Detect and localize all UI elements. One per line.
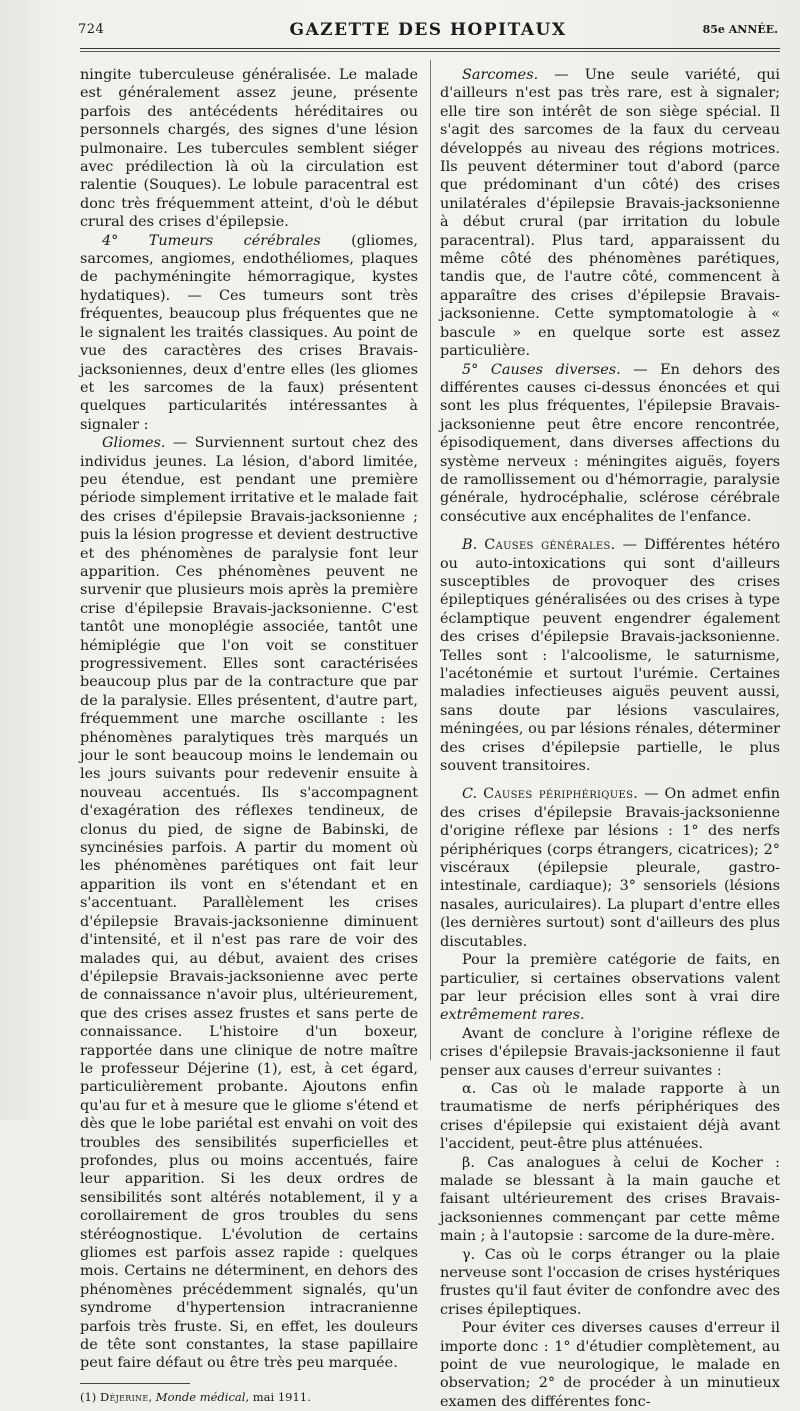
- paragraph: [440, 361, 780, 527]
- section-heading: 4° Tumeurs cérébrales: [102, 232, 321, 249]
- paragraph: Pour éviter ces diverses causes d'erreur il importe donc : 1° d'étudier complètement, au point de vue neurologique, le malade en observation; 2° de procéder à un minutieux examen des différentes fonc-: [440, 1320, 780, 1410]
- paragraph-body: Pour la première catégorie de faits, en particulier, si certaines observations valent par leur précision elles sont à vrai dire: [440, 952, 780, 1005]
- section-heading: 5° Causes diverses.: [462, 361, 621, 378]
- paragraph: Avant de conclure à l'origine réflexe de crises d'épilepsie Bravais-jacksonienne il faut penser aux causes d'erreur suivantes :: [440, 1025, 780, 1079]
- paragraph-body: (gliomes, sarcomes, angiomes, endothéliomes, plaques de pachyméningite hémorragique, kystes hydatiques). — Ces tumeurs sont très fréquentes, beaucoup plus fréquentes que ne le signalent les traités classiques. Au point de vue des caractères des crises Bravais-jacksoniennes, deux d'entre elles (les gliomes et les sarcomes de la faux) présentent quelques particularités intéressantes à signaler :: [80, 232, 418, 433]
- section-heading: Causes générales.: [484, 537, 616, 554]
- footnote-marker: (1): [80, 1389, 100, 1404]
- footnote-source: Monde médical: [155, 1389, 246, 1404]
- section-letter: C.: [462, 786, 478, 803]
- footnote: (1) Déjerine, Monde médical, mai 1911.: [80, 1389, 311, 1404]
- header-rule: [80, 48, 780, 52]
- emphasis: extrêmement rares: [440, 1007, 580, 1024]
- paragraph: [80, 232, 418, 434]
- journal-title: GAZETTE DES HOPITAUX: [289, 20, 567, 40]
- section-heading: Gliomes.: [102, 435, 166, 452]
- footnote-date: , mai 1911.: [245, 1389, 311, 1404]
- paragraph: ningite tuberculeuse généralisée. Le malade est généralement assez jeune, présente parfois des antécédents héréditaires ou personnels chargés, des signes d'une lésion pulmonaire. Les tubercules semblent siéger avec prédilection là où la circulation est ralentie (Souques). Le lobule paracentral est donc très fréquemment atteint, d'où le début crural des crises d'épilepsie.: [80, 67, 418, 231]
- page-number: 724: [78, 22, 105, 37]
- list-item: β. Cas analogues à celui de Kocher : malade se blessant à la main gauche et faisant ultérieurement des crises Bravais-jacksoniennes commençant par cette même main ; à l'autopsie : sarcome de la dure-mère.: [440, 1154, 780, 1245]
- section-letter: B.: [462, 537, 478, 554]
- list-item: α. Cas où le malade rapporte à un traumatisme de nerfs périphériques des crises d'épilepsie qui existaient déjà avant l'accident, peut-être plus atténuées.: [440, 1080, 780, 1153]
- paragraph: [80, 434, 418, 1373]
- column-divider: [430, 60, 431, 1060]
- paragraph: [440, 536, 780, 775]
- left-column: [80, 66, 418, 1404]
- section-heading: Sarcomes.: [462, 67, 539, 83]
- issue-year: 85e ANNÉE.: [702, 23, 778, 36]
- paragraph-body: — Une seule variété, qui d'ailleurs n'est pas très rare, est à signaler; elle tire son intérêt de son siège spécial. Il s'agit des sarcomes de la faux du cerveau développés au niveau des régions motrices. Ils peuvent déterminer tout d'abord (parce que prédominant d'un côté) des crises unilatérales d'épilepsie Bravais-jacksonienne à début crural (par irritation du lobule paracentral). Plus tard, apparaissent du même côté des phénomènes parétiques, tandis que, de l'autre côté, commencent à apparaître des crises d'épilepsie Bravais-jacksonienne. Cette symptomatologie à « bascule » en quelque sorte est assez particulière.: [440, 67, 780, 360]
- paragraph-body: — En dehors des différentes causes ci-dessus énoncées et qui sont les plus fréquentes, l'épilepsie Bravais-jacksonienne peut être encore rencontrée, épisodiquement, dans diverses affections du système nerveux : méningites aiguës, foyers de ramollissement ou d'hémorragie, paralysie générale, hydrocéphalie, sclérose cérébrale consécutive aux encéphalites de l'enfance.: [440, 361, 780, 525]
- paragraph: [440, 785, 780, 951]
- footnote-rule: [80, 1383, 190, 1384]
- paragraph-body: — Différentes hétéro ou auto-intoxications qui sont d'ailleurs susceptibles de provoquer des crises épileptiques généralisées ou des crises à type éclamptique peuvent engendrer également des crises d'épilepsie Bravais-jacksonienne. Telles sont : l'alcoolisme, le saturnisme, l'acétonémie et surtout l'urémie. Certaines maladies infectieuses aiguës peuvent aussi, sans doute par lésions vasculaires, méningées, ou par lésions rénales, déterminer des crises d'épilepsie partielle, le plus souvent transitoires.: [440, 537, 780, 775]
- page-header: [78, 22, 778, 44]
- paragraph-body: .: [580, 1007, 585, 1024]
- paragraph-body: — Surviennent surtout chez des individus jeunes. La lésion, d'abord limitée, peu étendue, est pendant une première période simplement irritative et le malade fait des crises d'épilepsie Bravais-jacksonienne ; puis la lésion progresse et devient destructive et des phénomènes de paralysie font leur apparition. Ces phénomènes peuvent ne survenir que plusieurs mois après la première crise d'épilepsie Bravais-jacksonienne. C'est tantôt une monoplégie associée, tantôt une hémiplégie que l'on voit se constituer progressivement. Elles sont caractérisées beaucoup plus par de la contracture que par de la paralysie. Elles présentent, d'autre part, fréquemment une marche oscillante : les phénomènes paralytiques très marqués un jour le sont beaucoup moins le lendemain ou les jours suivants pour redevenir ensuite à nouveau accentués. Ils s'accompagnent d'exagération des réflexes tendineux, de clonus du pied, de signe de Babinski, de syncinésies parfois. A partir du moment où les phénomènes parétiques ont fait leur apparition ils vont en s'étendant et en s'accentuant. Parallèlement les crises d'épilepsie Bravais-jacksonienne diminuent d'intensité, et il n'est pas rare de voir des malades qui, au début, avaient des crises d'épilepsie Bravais-jacksonienne avec perte de connaissance n'avoir plus, ultérieurement, que des crises assez frustes et sans perte de connaissance. L'histoire d'un boxeur, rapportée dans une clinique de notre maître le professeur Déjerine (1), est, à cet égard, particulièrement probante. Ajoutons enfin qu'au fur et à mesure que le gliome s'étend et dès que le lobe pariétal est envahi on voit des troubles des sensibilités superficielles et profondes, plus ou moins accentués, faire leur apparition. Si les deux ordres de sensibilités sont altérés notablement, il y a corollairement de gros troubles du sens stéréognostique. L'évolution de certains gliomes est parfois assez rapide : quelques mois. Certains ne déterminent, en dehors des phénomènes précédemment signalés, qu'un syndrome d'hypertension intracranienne parfois très fruste. Si, en effet, les douleurs de tête sont constantes, la stase papillaire peut faire défaut ou être très peu marquée.: [80, 435, 418, 1372]
- right-column: [440, 66, 780, 1411]
- list-item: γ. Cas où le corps étranger ou la plaie nerveuse sont l'occasion de crises hystériques frustes qu'il faut éviter de confondre avec des crises épileptiques.: [440, 1246, 780, 1318]
- paragraph: [440, 951, 780, 1025]
- paragraph: [440, 66, 780, 361]
- section-heading: Causes périphériques.: [483, 786, 639, 803]
- footnote-author: Déjerine: [99, 1389, 149, 1404]
- paragraph-body: — On admet enfin des crises d'épilepsie Bravais-jacksonienne d'origine réflexe par lésions : 1° des nerfs périphériques (corps étrangers, cicatrices); 2° viscéraux (épilepsie pleurale, gastro-intestinale, cardiaque); 3° sensoriels (lésions nasales, auriculaires). La plupart d'entre elles (les dernières surtout) sont d'ailleurs des plus discutables.: [440, 786, 781, 950]
